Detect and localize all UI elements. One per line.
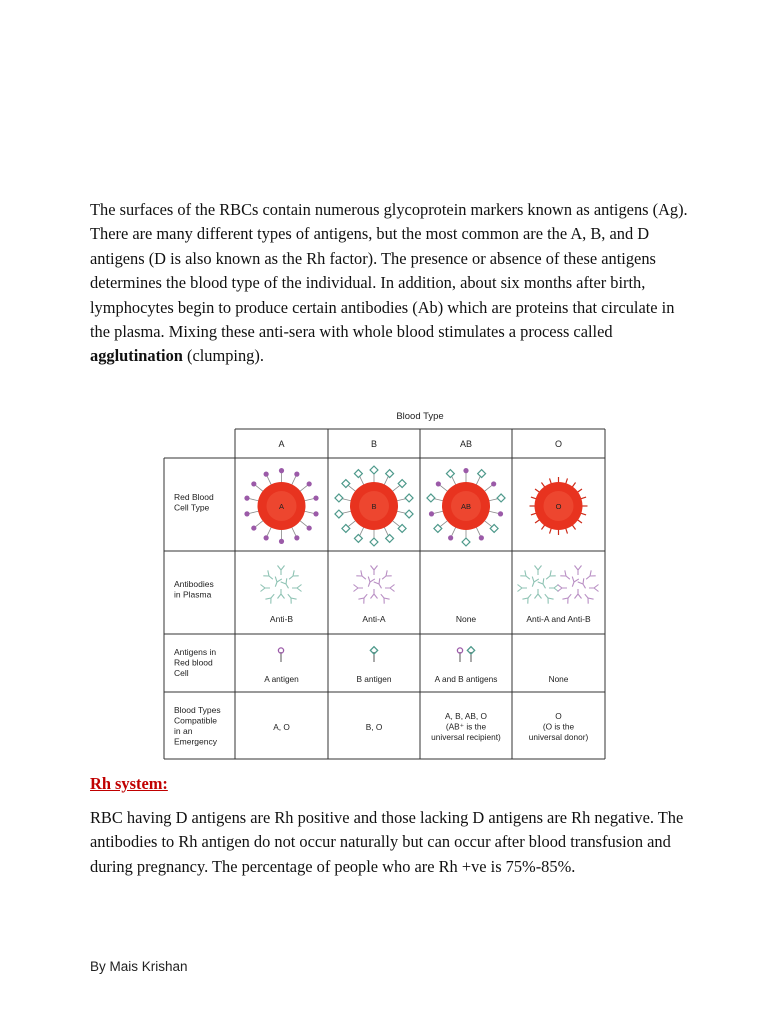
antigen-stem (392, 520, 400, 526)
antigens-label: A antigen (264, 674, 299, 684)
antibody-glyph (535, 589, 542, 599)
antibody-shape (292, 585, 302, 592)
antibody-glyph (272, 577, 282, 588)
antibody-glyph (538, 578, 549, 590)
antibody-glyph (518, 585, 528, 592)
antibody-shape (287, 570, 299, 581)
row-label: Red blood (174, 657, 213, 668)
antigen-stem (440, 485, 448, 491)
b-antigen-marker (398, 524, 406, 532)
antibody-glyph (371, 589, 378, 599)
antibody-glyph (578, 578, 589, 590)
antibody-shape (263, 570, 275, 581)
antibody-shape (518, 585, 528, 592)
antigens-label: B antigen (356, 674, 392, 684)
antigen-stem (304, 499, 314, 501)
antigen-stem (360, 527, 364, 536)
column-header: A (278, 439, 285, 449)
rh-heading: Rh system: (90, 774, 168, 793)
a-antigen-marker (436, 481, 441, 486)
antibody-glyph (544, 570, 556, 581)
antibody-shape (589, 585, 599, 592)
antigen-stem (392, 485, 400, 491)
a-antigen-marker (244, 496, 249, 501)
antibody-glyph (582, 592, 593, 604)
antibodies-label: Anti-A and Anti-B (526, 614, 591, 624)
a-antigen-marker (479, 535, 484, 540)
compatible-label: universal recipient) (431, 732, 501, 742)
antibody-glyph (522, 592, 533, 604)
antigen-stem (476, 527, 480, 536)
antibody-glyph (371, 566, 378, 576)
antibody-glyph (365, 577, 375, 588)
b-antigen-marker (405, 494, 413, 502)
antibody-glyph (569, 577, 579, 588)
antigen-stem (342, 499, 352, 501)
a-antigen-marker (251, 481, 256, 486)
antigen-stem (267, 527, 271, 536)
b-antigen-marker (342, 480, 350, 488)
antibody-shape (535, 589, 542, 599)
a-antigen-marker (294, 535, 299, 540)
a-antigen-marker (244, 511, 249, 516)
antigens-label: None (548, 674, 569, 684)
antigen-stem (434, 499, 444, 501)
antibody-shape (272, 577, 282, 588)
row-label: in Plasma (174, 589, 212, 600)
antibody-shape (575, 566, 582, 576)
a-antigen-marker (448, 535, 453, 540)
antibody-shape (529, 577, 539, 588)
antigen-stem (452, 527, 456, 536)
antibody-glyph (385, 585, 395, 592)
b-antigen-marker (434, 524, 442, 532)
antigen-stem (384, 527, 388, 536)
row-label: Emergency (174, 736, 217, 747)
antibody-glyph (562, 592, 573, 604)
cell-letter: AB (460, 502, 472, 511)
antibody-shape (265, 592, 276, 604)
antibody-glyph (535, 566, 542, 576)
antibody-shape (542, 592, 553, 604)
a-antigen-marker (491, 481, 496, 486)
row-label: Cell Type (174, 502, 210, 513)
a-antigen-marker (307, 481, 312, 486)
antibody-glyph (542, 592, 553, 604)
b-antigen-marker (386, 470, 394, 478)
b-antigen-marker (354, 534, 362, 542)
antibody-shape (374, 578, 385, 590)
rh-paragraph: RBC having D antigens are Rh positive and those lacking D antigens are Rh negative. The antibodies to Rh antigen do not occur naturally but can occur after blood transfusion and during pregnancy. The percentage of people who are Rh +ve is 75%-85%. (90, 808, 684, 876)
antibody-shape (549, 585, 559, 592)
antibody-shape (378, 592, 389, 604)
a-antigen-marker (498, 511, 503, 516)
compatible-label: B, O (365, 722, 383, 732)
row-label: Blood Types (174, 705, 221, 715)
a-antigen-marker (264, 535, 269, 540)
antibody-shape (582, 592, 593, 604)
antibody-glyph (558, 585, 568, 592)
b-antigen-marker (490, 524, 498, 532)
antigen-stem (434, 511, 444, 513)
b-antigen-marker (398, 480, 406, 488)
antibody-shape (584, 570, 596, 581)
antibody-shape (354, 585, 364, 592)
antibody-shape (365, 577, 375, 588)
antibody-glyph (575, 566, 582, 576)
antibody-shape (380, 570, 392, 581)
antigen-stem (452, 476, 456, 485)
antigen-stem (384, 476, 388, 485)
b-antigen-marker (354, 470, 362, 478)
antibody-shape (538, 578, 549, 590)
antigen-stem (267, 476, 271, 485)
antibody-shape (522, 592, 533, 604)
b-antigen-marker (370, 538, 378, 546)
antibody-glyph (356, 570, 368, 581)
intro-text-before: The surfaces of the RBCs contain numerous glycoprotein markers known as antigens (Ag). There are many different types of antigens, but the most common are the A, B, and D antigens (D is also known as the Rh factor). The presence or absence of these antigens determines the blood type of the individual. In addition, about six months after birth, lymphocytes begin to produce certain antibodies (Ab) which are proteins that circulate in the plasma. Mixing these anti-sera with whole blood stimulates a process called (90, 200, 688, 342)
antibody-shape (285, 592, 296, 604)
antibody-glyph (575, 589, 582, 599)
antigens-label: A and B antigens (434, 674, 498, 684)
compatible-label: (AB⁺ is the (445, 721, 487, 732)
cell-letter: B (371, 502, 377, 511)
a-antigen-marker (264, 472, 269, 477)
b-antigen-marker (335, 494, 343, 502)
antibodies-label: None (455, 614, 477, 624)
column-header: O (554, 439, 563, 449)
b-antigen-marker (446, 470, 454, 478)
antibody-glyph (589, 585, 599, 592)
red-blood-cell (427, 468, 505, 546)
antigen-stem (360, 476, 364, 485)
antibody-shape (356, 570, 368, 581)
antigen-stem (256, 520, 264, 526)
b-antigen-marker (370, 466, 378, 474)
intro-text-after: (clumping). (182, 346, 264, 366)
a-antigen-marker (313, 496, 318, 501)
antibody-shape (278, 566, 285, 576)
antigen-stem (299, 520, 307, 526)
antibody-glyph (278, 589, 285, 599)
antigen-stem (304, 511, 314, 513)
b-antigen-marker (427, 494, 435, 502)
antigen-stem (342, 511, 352, 513)
a-antigen-marker (463, 468, 468, 473)
antibody-glyph (358, 592, 369, 604)
antibody-glyph (374, 578, 385, 590)
antibody-glyph (292, 585, 302, 592)
row-label: Cell (174, 668, 189, 678)
antigen-stem (348, 520, 356, 526)
compatible-label: O (555, 711, 562, 721)
antibody-shape (278, 589, 285, 599)
red-blood-cell (335, 466, 413, 546)
antibody-glyph (354, 585, 364, 592)
antibody-glyph (584, 570, 596, 581)
cell-letter: A (278, 502, 285, 511)
antigen-stem (484, 485, 492, 491)
row-label: Red Blood (174, 492, 214, 502)
antigen-stem (396, 499, 406, 501)
b-antigen-marker (462, 538, 470, 546)
antigen-stem (291, 476, 295, 485)
b-antigen-marker (335, 510, 343, 518)
antibody-shape (358, 592, 369, 604)
antibody-glyph (549, 585, 559, 592)
a-antigen-marker (429, 511, 434, 516)
row-label: in an (174, 726, 193, 736)
antibody-glyph (529, 577, 539, 588)
a-antigen-marker (279, 539, 284, 544)
antibody-shape (560, 570, 572, 581)
column-header: AB (459, 439, 473, 449)
antibody-shape (575, 589, 582, 599)
antibody-shape (261, 585, 271, 592)
antigen-stem (440, 520, 448, 526)
antibody-glyph (281, 578, 292, 590)
b-antigen-marker (386, 534, 394, 542)
intro-paragraph (90, 198, 690, 369)
antibody-shape (578, 578, 589, 590)
b-antigen-marker (478, 470, 486, 478)
a-antigen-marker (313, 511, 318, 516)
compatible-label: (O is the (542, 721, 575, 732)
antibody-shape (371, 566, 378, 576)
b-antigen-marker (497, 494, 505, 502)
red-blood-cell (244, 468, 318, 544)
compatible-label: A, O (273, 722, 290, 732)
red-blood-cell (530, 477, 588, 535)
antibodies-label: Anti-B (269, 614, 294, 624)
agglutination-term: agglutination (90, 346, 183, 366)
antigen-stem (488, 511, 498, 513)
compatible-label: A, B, AB, O (445, 711, 487, 721)
antibodies-label: Anti-A (362, 614, 386, 624)
antigen-stem (488, 499, 498, 501)
antigen-stem (484, 520, 492, 526)
antibody-glyph (278, 566, 285, 576)
antibody-shape (385, 585, 395, 592)
antigen-stem (249, 499, 259, 501)
antibody-glyph (265, 592, 276, 604)
compatible-label: universal donor) (528, 732, 589, 742)
b-antigen-marker (405, 510, 413, 518)
antigen-stem (299, 485, 307, 491)
antigen-stem (249, 511, 259, 513)
antibody-glyph (378, 592, 389, 604)
antigen-stem (291, 527, 295, 536)
row-label: Antibodies (174, 579, 214, 589)
antibody-shape (558, 585, 568, 592)
antibody-glyph (263, 570, 275, 581)
antibody-shape (535, 566, 542, 576)
a-antigen-marker (307, 525, 312, 530)
blood-type-figure (160, 404, 610, 764)
antibody-shape (520, 570, 532, 581)
footer-author: By Mais Krishan (90, 959, 188, 974)
antibody-shape (569, 577, 579, 588)
antigen-stem (348, 485, 356, 491)
antibody-shape (371, 589, 378, 599)
antibody-glyph (520, 570, 532, 581)
table-title: Blood Type (396, 411, 444, 422)
antigen-stem (476, 476, 480, 485)
antibody-shape (562, 592, 573, 604)
a-antigen-marker (294, 472, 299, 477)
antibody-shape (281, 578, 292, 590)
a-antigen-marker (279, 468, 284, 473)
antibody-glyph (287, 570, 299, 581)
column-header: B (370, 439, 378, 449)
antibody-glyph (285, 592, 296, 604)
antibody-shape (544, 570, 556, 581)
a-antigen-marker (251, 525, 256, 530)
row-label: Antigens in (174, 647, 217, 657)
antibody-glyph (261, 585, 271, 592)
antigen-stem (396, 511, 406, 513)
b-antigen-marker (342, 524, 350, 532)
antigen-stem (256, 485, 264, 491)
cell-letter: O (555, 502, 562, 511)
antibody-glyph (560, 570, 572, 581)
antibody-glyph (380, 570, 392, 581)
row-label: Compatible (174, 715, 217, 726)
